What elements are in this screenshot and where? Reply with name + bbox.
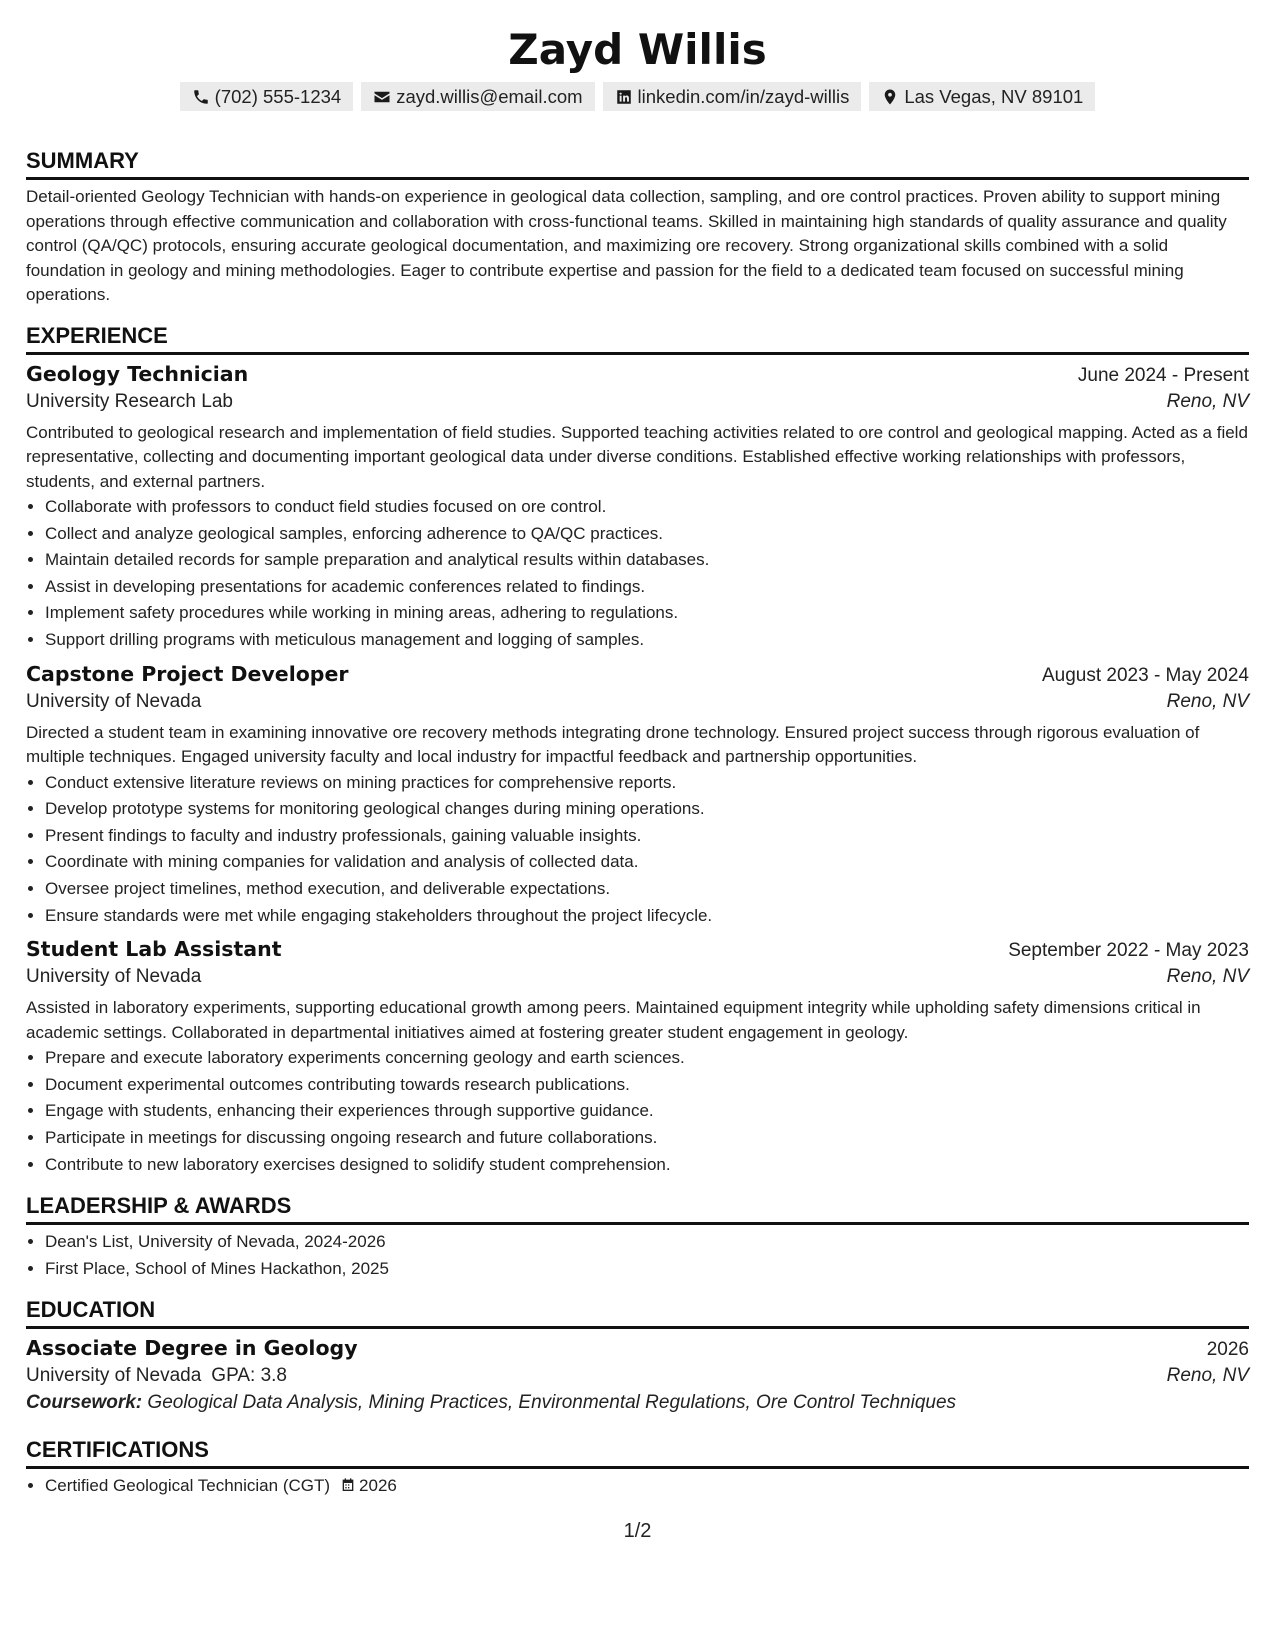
gpa: GPA: 3.8 [211,1365,287,1387]
list-item: • Develop prototype systems for monitoring geological changes during mining operations. [45,796,1249,823]
candidate-name: Zayd Willis [508,25,767,74]
list-item: • Conduct extensive literature reviews on mining practices for comprehensive reports. [45,770,1249,797]
summary-heading: SUMMARY [26,147,1249,180]
job-description: Directed a student team in examining innovative ore recovery methods integrating drone technology. Ensured project success through rigorous evaluation of multiple techniques. Engaged university faculty and local industry for impactful feedback and partnership opportunities. [26,722,1200,767]
page-indicator: 1/2 [623,1520,652,1542]
job-description: Assisted in laboratory experiments, supporting educational growth among peers. Maintained equipment integrity while upholding safety dimensions critical in academic settings. Collaborated in departmental initiatives aimed at fostering greater student engagement in geology. [26,998,1201,1042]
contact-bar [26,82,1249,111]
list-item: • Ensure standards were met while engaging stakeholders throughout the project lifecycle. [45,903,1249,930]
map-pin-icon [881,88,899,106]
experience-heading: EXPERIENCE [26,322,1249,355]
graduation-year: 2026 [1206,1339,1249,1361]
degree-title: Associate Degree in Geology [26,1336,358,1361]
email-text: zayd.willis@email.com [396,86,583,107]
list-item: • Contribute to new laboratory exercises designed to solidify student comprehension. [45,1152,1249,1179]
list-item [45,1473,1249,1500]
job-organization: University of Nevada [26,966,202,988]
job-location: Reno, NV [1166,966,1249,988]
list-item: • Implement safety procedures while working in mining areas, adhering to regulations. [45,600,1249,627]
certification-name: Certified Geological Technician (CGT) [45,1476,331,1496]
coursework-list: Geological Data Analysis, Mining Practices, Environmental Regulations, Ore Control Techniques [147,1392,957,1414]
job-title: Capstone Project Developer [26,661,349,686]
certifications-list [26,1473,1249,1500]
job-organization: University of Nevada [26,690,202,712]
experience-section [26,322,1249,1179]
job-entry [26,662,1249,930]
list-item: • Engage with students, enhancing their experiences through supportive guidance. [45,1098,1249,1125]
summary-section [26,147,1249,308]
list-item: • Document experimental outcomes contributing towards research publications. [45,1072,1249,1099]
job-entry [26,362,1249,654]
list-item: • Maintain detailed records for sample preparation and analytical results within databases. [45,547,1249,574]
job-date: August 2023 - May 2024 [1041,664,1249,686]
list-item: • Collaborate with professors to conduct field studies focused on ore control. [45,494,1249,521]
coursework-label: Coursework: [26,1392,143,1414]
school-location: Reno, NV [1166,1365,1249,1387]
job-organization: University Research Lab [26,390,233,412]
list-item: • Coordinate with mining companies for validation and analysis of collected data. [45,849,1249,876]
job-title: Geology Technician [26,361,249,386]
location-text: Las Vegas, NV 89101 [904,86,1084,107]
list-item: • Participate in meetings for discussing ongoing research and future collaborations. [45,1125,1249,1152]
list-item: • Assist in developing presentations for academic conferences related to findings. [45,574,1249,601]
coursework [26,1392,1249,1414]
job-bullets [26,770,1249,930]
list-item: • Prepare and execute laboratory experiments concerning geology and earth sciences. [45,1045,1249,1072]
email-chip[interactable] [361,82,594,111]
list-item: • Support drilling programs with meticulous management and logging of samples. [45,627,1249,654]
leadership-section [26,1192,1249,1282]
list-item: • First Place, School of Mines Hackathon, 2025 [45,1256,1249,1283]
job-location: Reno, NV [1166,690,1249,712]
list-item: • Oversee project timelines, method execution, and deliverable expectations. [45,876,1249,903]
calendar-icon [330,1476,359,1495]
linkedin-text: linkedin.com/in/zayd-willis [637,86,850,107]
certification-date: 2026 [359,1476,397,1496]
leadership-list [26,1229,1249,1282]
linkedin-icon [615,88,633,106]
list-item: • Dean's List, University of Nevada, 2024-2026 [45,1229,1249,1256]
phone-icon [192,88,210,106]
summary-text: Detail-oriented Geology Technician with hands-on experience in geological data collection, sampling, and ore control practices. Proven ability to support mining operations through effective communication and collaboration with cross-functional teams. Skilled in maintaining high standards of quality assurance and quality control (QA/QC) protocols, ensuring accurate geological documentation, and maximizing ore recovery. Strong organizational skills combined with a solid foundation in geology and mining methodologies. Eager to contribute expertise and passion for the field to a dedicated team focused on successful mining operations. [26,187,1227,304]
school-name: University of Nevada [26,1365,202,1387]
leadership-heading: LEADERSHIP & AWARDS [26,1192,1249,1225]
list-item: • Collect and analyze geological samples, enforcing adherence to QA/QC practices. [45,521,1249,548]
certifications-section [26,1436,1249,1500]
linkedin-chip[interactable] [603,82,862,111]
job-description: Contributed to geological research and implementation of field studies. Supported teaching activities related to ore control and geological mapping. Acted as a field representative, collecting and documenting important geological data under diverse conditions. Established effective working relationships with professors, students, and external partners. [26,422,1248,491]
job-title: Student Lab Assistant [26,937,282,962]
phone-text: (702) 555-1234 [214,86,342,107]
envelope-icon [373,88,391,106]
education-heading: EDUCATION [26,1296,1249,1329]
phone-chip[interactable] [180,82,354,111]
education-section [26,1296,1249,1414]
certifications-heading: CERTIFICATIONS [26,1436,1249,1469]
list-item: • Present findings to faculty and industry professionals, gaining valuable insights. [45,823,1249,850]
location-chip [869,82,1095,111]
job-date: September 2022 - May 2023 [1008,940,1249,962]
job-bullets [26,494,1249,654]
job-entry [26,937,1249,1178]
job-location: Reno, NV [1166,390,1249,412]
job-date: June 2024 - Present [1077,364,1249,386]
job-bullets [26,1045,1249,1178]
